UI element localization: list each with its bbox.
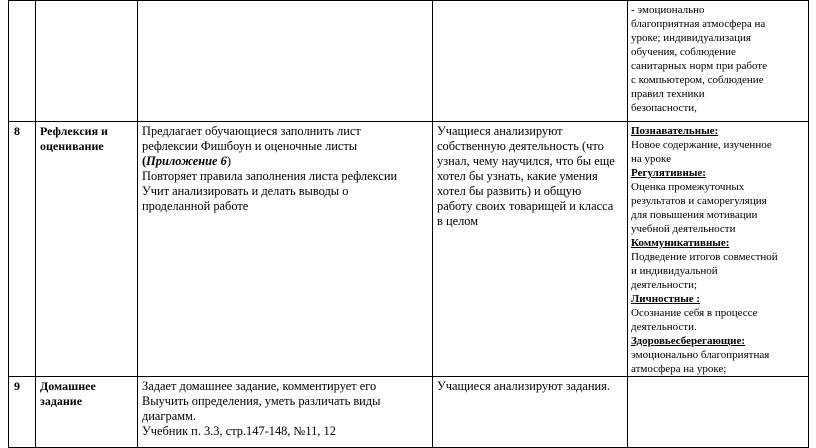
student-line: Учащиеся анализируют — [437, 124, 563, 138]
uud-cell — [628, 377, 809, 448]
uud-line: благоприятная атмосфера на — [631, 18, 766, 30]
uud-line: Подведение итогов совместной — [631, 251, 778, 263]
teacher-line: рефлексии Фишбоун и оценочные листы — [142, 139, 358, 153]
table-row — [9, 1, 809, 122]
table-row — [9, 377, 809, 448]
stage-line: оценивание — [40, 139, 104, 153]
teacher-activity-cell — [138, 122, 433, 377]
teacher-line: Предлагает обучающиеся заполнить лист — [142, 124, 361, 138]
student-activity-cell — [433, 377, 628, 448]
stage-cell — [36, 1, 138, 122]
uud-line: результатов и саморегуляция — [631, 195, 767, 207]
uud-line: деятельности. — [631, 321, 697, 333]
uud-line: санитарных норм при работе — [631, 60, 768, 72]
student-activity-cell — [433, 122, 628, 377]
teacher-line: Учит анализировать и делать выводы о — [142, 184, 349, 198]
uud-cell — [628, 122, 809, 377]
uud-line: Осознание себя в процессе — [631, 307, 758, 319]
paren-close: ) — [226, 154, 231, 168]
row-number-cell — [9, 1, 36, 122]
stage-line: Домашнее — [40, 379, 96, 393]
teacher-line — [142, 154, 428, 169]
student-line: работу своих товарищей и класса — [437, 199, 614, 213]
uud-heading-regulatory: Регулятивные: — [631, 167, 706, 179]
paren-open: ( — [142, 154, 147, 168]
teacher-line: Повторяет правила заполнения листа рефлексии — [142, 169, 398, 183]
teacher-line: диаграмм. — [142, 409, 196, 423]
table-row — [9, 122, 809, 377]
uud-line: с компьютером, соблюдение — [631, 74, 764, 86]
uud-line: учебной деятельности — [631, 223, 736, 235]
student-line: собственную деятельность (что — [437, 139, 604, 153]
teacher-line: Выучить определения, уметь различать виды — [142, 394, 381, 408]
teacher-line: проделанной работе — [142, 199, 249, 213]
uud-line: уроке; индивидуализация — [631, 32, 751, 44]
uud-line: - эмоционально — [631, 4, 705, 16]
uud-line: для повышения мотивации — [631, 209, 758, 221]
student-line: узнал, чему научился, что бы еще — [437, 154, 615, 168]
uud-line: деятельности; — [631, 279, 698, 291]
stage-cell — [36, 377, 138, 448]
row-number-cell: 9 — [9, 377, 36, 448]
stage-cell — [36, 122, 138, 377]
uud-line: обучения, соблюдение — [631, 46, 736, 58]
student-activity-cell — [433, 1, 628, 122]
student-line: в целом — [437, 214, 479, 228]
uud-heading-personal: Личностные : — [631, 293, 701, 305]
student-line: хотел бы узнать, какие умения — [437, 169, 598, 183]
teacher-activity-cell — [138, 377, 433, 448]
student-line: хотел бы развить) и общую — [437, 184, 582, 198]
row-number-cell: 8 — [9, 122, 36, 377]
teacher-activity-cell — [138, 1, 433, 122]
student-line: Учащиеся анализируют задания. — [437, 379, 610, 393]
appendix-reference: Приложение 6 — [146, 154, 227, 168]
stage-line: задание — [40, 394, 83, 408]
uud-line: безопасности, — [631, 102, 697, 114]
uud-heading-cognitive: Познавательные: — [631, 125, 719, 137]
uud-line: и индивидуальной — [631, 265, 718, 277]
uud-line: правил техники — [631, 88, 705, 100]
lesson-plan-table — [8, 0, 809, 448]
uud-line: Оценка промежуточных — [631, 181, 745, 193]
uud-heading-communicative: Коммуникативные: — [631, 237, 730, 249]
uud-line: Новое содержание, изученное — [631, 139, 772, 151]
teacher-line: Учебник п. 3.3, стр.147-148, №11, 12 — [142, 424, 336, 438]
uud-line: эмоционально благоприятная — [631, 349, 770, 361]
stage-line: Рефлексия и — [40, 124, 108, 138]
uud-line: на уроке — [631, 153, 671, 165]
uud-heading-health: Здоровьесберегающие: — [631, 335, 746, 347]
uud-line: атмосфера на уроке; — [631, 363, 727, 375]
uud-cell — [628, 1, 809, 122]
teacher-line: Задает домашнее задание, комментирует его — [142, 379, 377, 393]
